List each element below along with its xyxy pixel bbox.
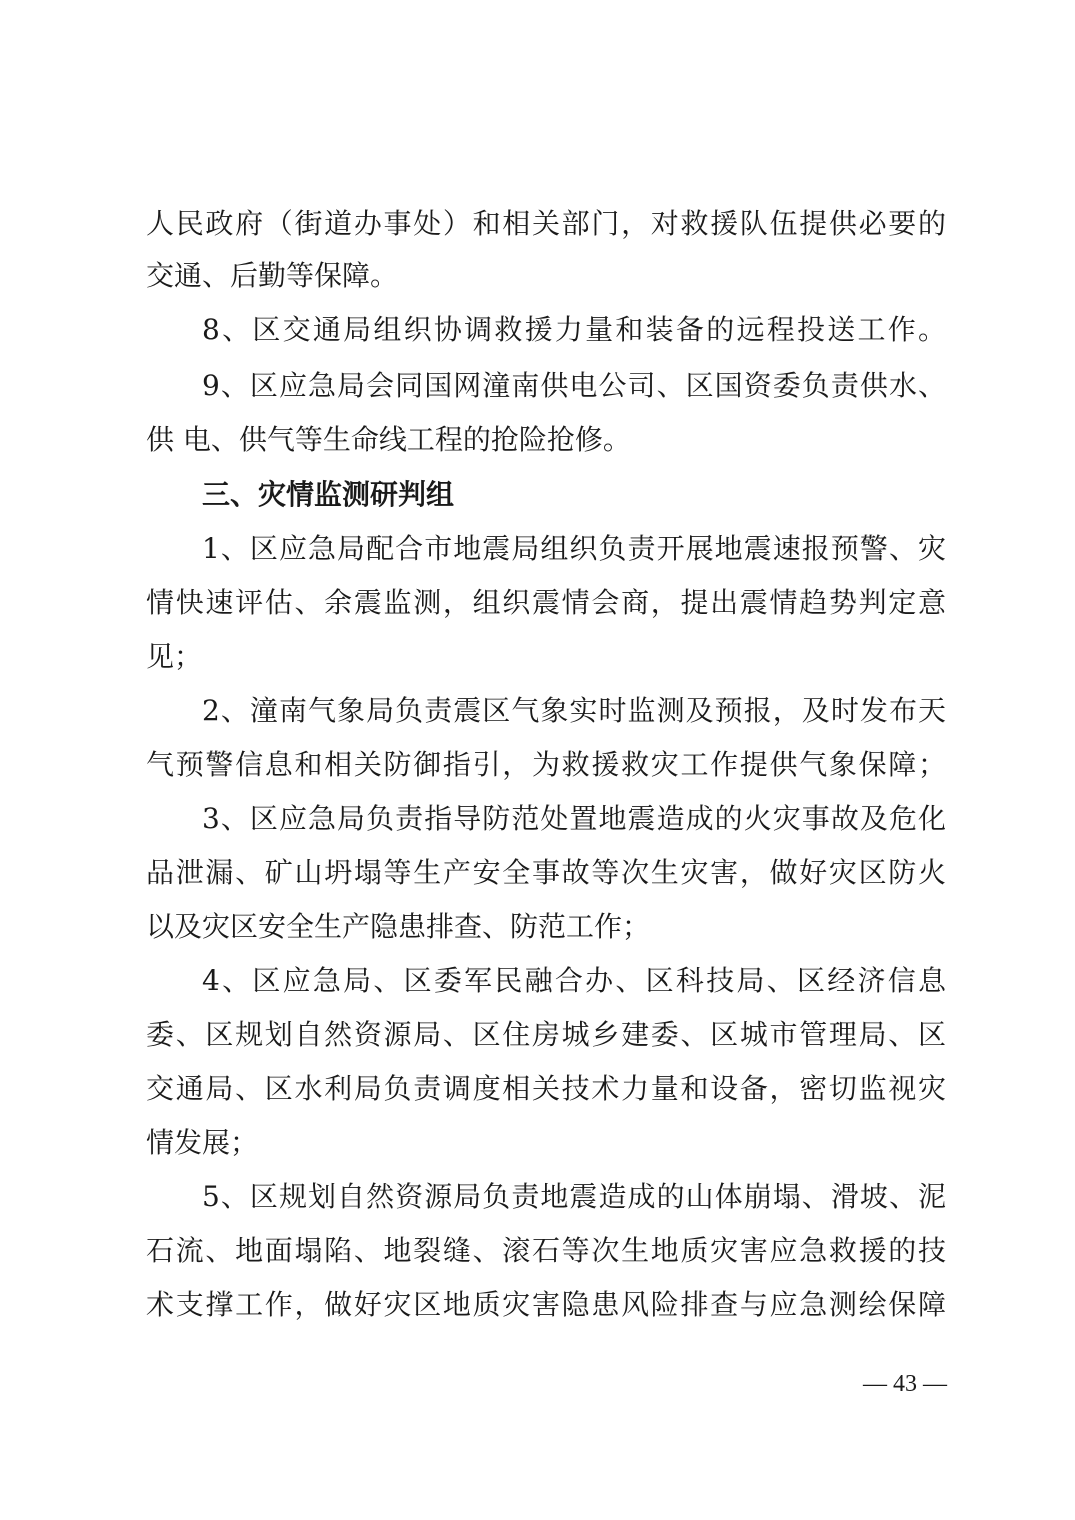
body-line: 1、区应急局配合市地震局组织负责开展地震速报预警、灾 <box>202 532 946 565</box>
body-line: 以及灾区安全生产隐患排查、防范工作； <box>146 910 651 943</box>
body-line: 交通局、区水利局负责调度相关技术力量和设备，密切监视灾 <box>146 1072 946 1105</box>
body-line: 术支撑工作，做好灾区地质灾害隐患风险排查与应急测绘保障 <box>146 1288 946 1321</box>
body-line: 石流、地面塌陷、地裂缝、滚石等次生地质灾害应急救援的技 <box>146 1234 946 1267</box>
body-line: 4、区应急局、区委军民融合办、区科技局、区经济信息 <box>202 964 946 997</box>
body-line: 9、区应急局会同国网潼南供电公司、区国资委负责供水、 <box>202 369 946 402</box>
body-line: 供 电、供气等生命线工程的抢险抢修。 <box>146 423 631 456</box>
body-line: 交通、后勤等保障。 <box>146 259 399 292</box>
body-line: 2、潼南气象局负责震区气象实时监测及预报，及时发布天 <box>202 694 946 727</box>
body-line: 8、区交通局组织协调救援力量和装备的远程投送工作。 <box>202 313 946 346</box>
body-line: 气预警信息和相关防御指引，为救援救灾工作提供气象保障； <box>146 748 946 781</box>
section-heading: 三、灾情监测研判组 <box>202 478 455 511</box>
body-line: 3、区应急局负责指导防范处置地震造成的火灾事故及危化 <box>202 802 946 835</box>
body-line: 品泄漏、矿山坍塌等生产安全事故等次生灾害，做好灾区防火 <box>146 856 946 889</box>
body-line: 情快速评估、余震监测，组织震情会商，提出震情趋势判定意 <box>146 586 946 619</box>
page-number: — 43 — <box>863 1371 947 1397</box>
body-line: 情发展； <box>146 1126 259 1159</box>
body-line: 人民政府（街道办事处）和相关部门，对救援队伍提供必要的 <box>146 207 946 240</box>
body-line: 5、区规划自然资源局负责地震造成的山体崩塌、滑坡、泥 <box>202 1180 946 1213</box>
body-line: 见； <box>146 640 203 673</box>
body-line: 委、区规划自然资源局、区住房城乡建委、区城市管理局、区 <box>146 1018 946 1051</box>
